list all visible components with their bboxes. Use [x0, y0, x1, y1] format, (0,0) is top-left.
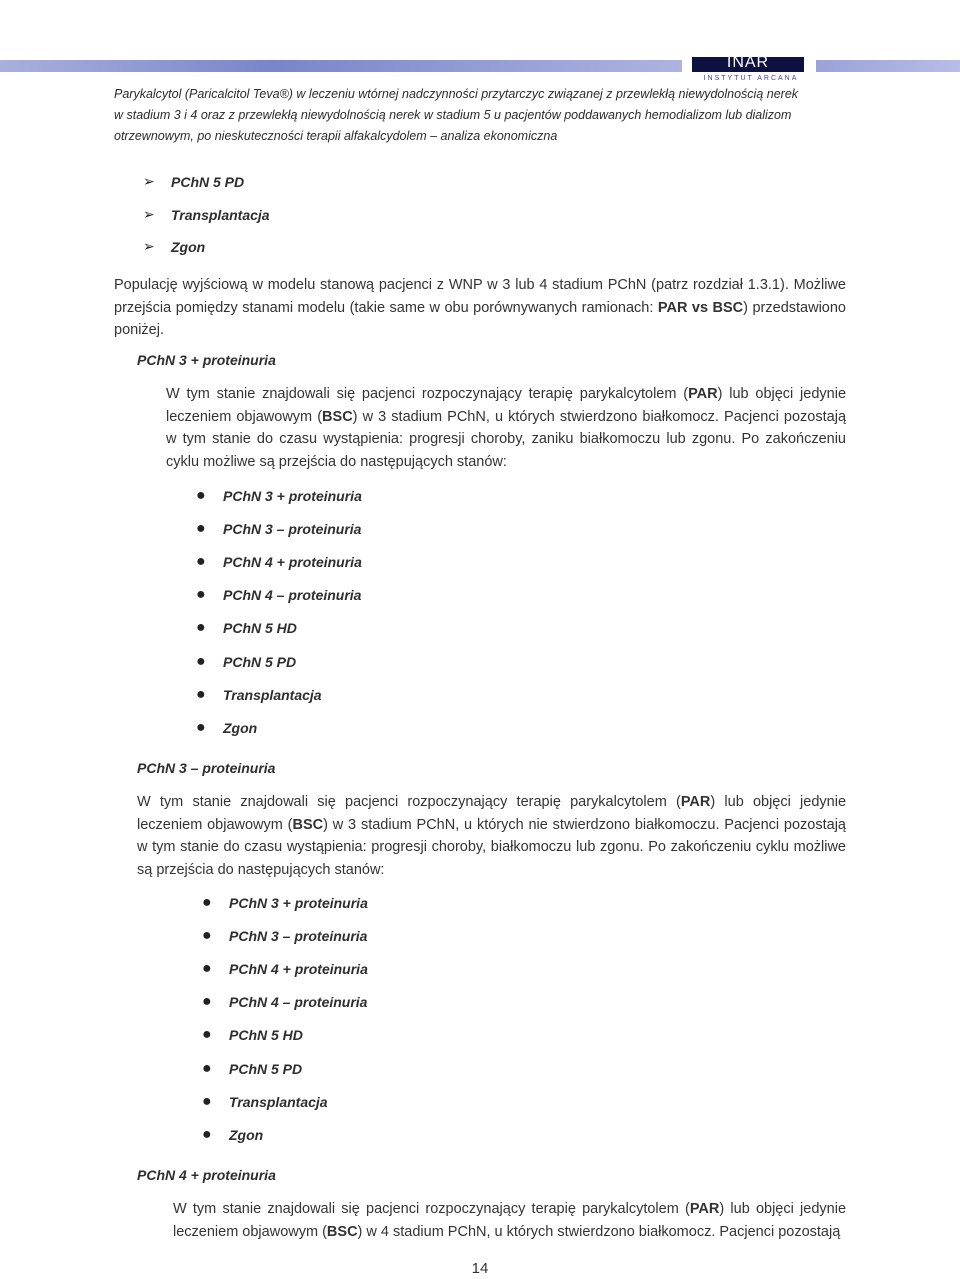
header-bar [0, 60, 960, 72]
list-item-label: PChN 4 – proteinuria [229, 994, 368, 1011]
list-item [196, 678, 362, 711]
list-item [196, 645, 362, 678]
list-item [202, 1085, 368, 1118]
bold-text: BSC [322, 408, 353, 425]
text-run: ) lub objęci jedynie leczeniem objawowym ( [137, 794, 847, 833]
list-item-label: PChN 4 + proteinuria [229, 960, 368, 977]
list-item [202, 886, 368, 919]
page-number: 14 [471, 1260, 489, 1277]
bullet-list [196, 479, 362, 745]
list-item [196, 479, 362, 512]
section-title: PChN 3 + proteinuria [137, 352, 276, 368]
section-title: PChN 3 – proteinuria [137, 760, 276, 776]
list-item [196, 545, 362, 578]
bullet-dot-icon: ● [202, 993, 212, 1011]
arrow-bullet-icon: ➢ [143, 239, 155, 256]
list-item-label: Transplantacja [171, 206, 270, 223]
bold-text: PAR [688, 386, 718, 402]
text-run: ) lub objęci jedynie leczeniem objawowym ( [166, 386, 847, 425]
list-item-label: Zgon [229, 1126, 264, 1143]
bullet-dot-icon: ● [202, 1125, 212, 1143]
list-item [196, 711, 362, 744]
section-paragraph [137, 791, 846, 881]
document-header [114, 84, 849, 147]
intro-paragraph [114, 274, 846, 342]
text-run: W tym stanie znajdowali się pacjenci rozpoczynający terapię parykalcytolem ( [166, 386, 689, 402]
arrow-bullet-icon: ➢ [143, 206, 155, 223]
bullet-dot-icon: ● [196, 685, 206, 703]
list-item [143, 166, 270, 199]
header-line: Parykalcytol (Paricalcitol Teva®) w leczeniu wtórnej nadczynności przytarczyc związanej z przewlekłą niewydolnością nerek [114, 87, 799, 101]
list-item-label: PChN 3 + proteinuria [223, 487, 362, 504]
bullet-dot-icon: ● [202, 959, 212, 977]
list-item [196, 512, 362, 545]
list-item-label: PChN 3 + proteinuria [229, 894, 368, 911]
bullet-dot-icon: ● [202, 1092, 212, 1110]
bullet-dot-icon: ● [196, 619, 206, 637]
section-title: PChN 4 + proteinuria [137, 1167, 276, 1183]
list-item [202, 1118, 368, 1151]
text-run: ) przedstawiono poniżej. [114, 299, 846, 339]
list-item [202, 1019, 368, 1052]
bullet-dot-icon: ● [196, 652, 206, 670]
arrow-list [143, 166, 270, 264]
bullet-dot-icon: ● [196, 519, 206, 537]
bullet-list [202, 886, 368, 1152]
bullet-dot-icon: ● [202, 893, 212, 911]
bullet-dot-icon: ● [196, 486, 206, 504]
list-item [196, 579, 362, 612]
list-item-label: PChN 5 PD [229, 1060, 303, 1077]
list-item [202, 919, 368, 952]
list-item-label: PChN 3 – proteinuria [229, 927, 368, 944]
text-run: W tym stanie znajdowali się pacjenci rozpoczynający terapię parykalcytolem ( [137, 794, 681, 810]
arrow-bullet-icon: ➢ [143, 174, 155, 191]
header-bar-right [816, 60, 960, 72]
list-item-label: PChN 5 HD [229, 1027, 303, 1044]
bullet-dot-icon: ● [196, 718, 206, 736]
list-item-label: Transplantacja [229, 1093, 328, 1110]
logo-subtitle: INSTYTUT ARCANA [703, 75, 799, 82]
list-item-label: PChN 5 HD [223, 620, 297, 637]
logo-name: INAR [726, 54, 770, 71]
list-item-label: Zgon [171, 239, 206, 256]
bold-text: PAR [680, 794, 711, 810]
list-item [202, 952, 368, 985]
list-item-label: PChN 4 – proteinuria [223, 587, 362, 604]
list-item [143, 199, 270, 232]
bullet-dot-icon: ● [196, 552, 206, 570]
header-line: w stadium 3 i 4 oraz z przewlekłą niewydolnością nerek w stadium 5 u pacjentów poddawanych hemodializom lub dializom [114, 108, 792, 122]
bullet-dot-icon: ● [196, 586, 206, 604]
text-run: ) w 3 stadium PChN, u których nie stwierdzono białkomoczu. Pacjenci pozostają w tym stanie do czasu wystąpienia: progresji choroby, białkomoczu lub zgonu. Po zakończeniu cyklu możliwe są przejścia do następujących stanów: [137, 816, 846, 878]
header-line: otrzewnowym, po nieskuteczności terapii alfakalcydolem – analiza ekonomiczna [114, 129, 558, 143]
list-item [196, 612, 362, 645]
section-paragraph [166, 383, 846, 473]
text-run: ) w 4 stadium PChN, u których stwierdzono białkomocz. Pacjenci pozostają [357, 1223, 841, 1240]
list-item [202, 1052, 368, 1085]
text-run: ) w 3 stadium PChN, u których stwierdzono białkomocz. Pacjenci pozostają w tym stanie do czasu wystąpienia: progresji choroby, zaniku białkomoczu lub zgonu. Po zakończeniu cyklu możliwe są przejścia do następujących stanów: [166, 408, 847, 470]
bullet-dot-icon: ● [202, 1026, 212, 1044]
list-item [143, 231, 270, 264]
list-item [202, 986, 368, 1019]
section-paragraph [173, 1198, 846, 1243]
bold-text: PAR [689, 1201, 720, 1217]
list-item-label: Transplantacja [223, 686, 322, 703]
bold-text: BSC [292, 816, 324, 833]
bold-text: PAR vs BSC [657, 299, 744, 316]
list-item-label: PChN 5 PD [171, 174, 245, 191]
text-run: ) lub objęci jedynie leczeniem objawowym ( [173, 1201, 847, 1240]
list-item-label: PChN 5 PD [223, 653, 297, 670]
list-item-label: Zgon [223, 719, 258, 736]
text-run: W tym stanie znajdowali się pacjenci rozpoczynający terapię parykalcytolem ( [173, 1201, 690, 1217]
bold-text: BSC [326, 1223, 358, 1240]
bullet-dot-icon: ● [202, 1059, 212, 1077]
bullet-dot-icon: ● [202, 926, 212, 944]
list-item-label: PChN 4 + proteinuria [223, 553, 362, 570]
header-bar-left [0, 60, 682, 72]
text-run: Populację wyjściową w modelu stanową pacjenci z WNP w 3 lub 4 stadium PChN (patrz rozdział 1.3.1). Możliwe przejścia pomiędzy stanami modelu (takie same w obu porównywanych ramionach: [114, 277, 846, 316]
list-item-label: PChN 3 – proteinuria [223, 520, 362, 537]
